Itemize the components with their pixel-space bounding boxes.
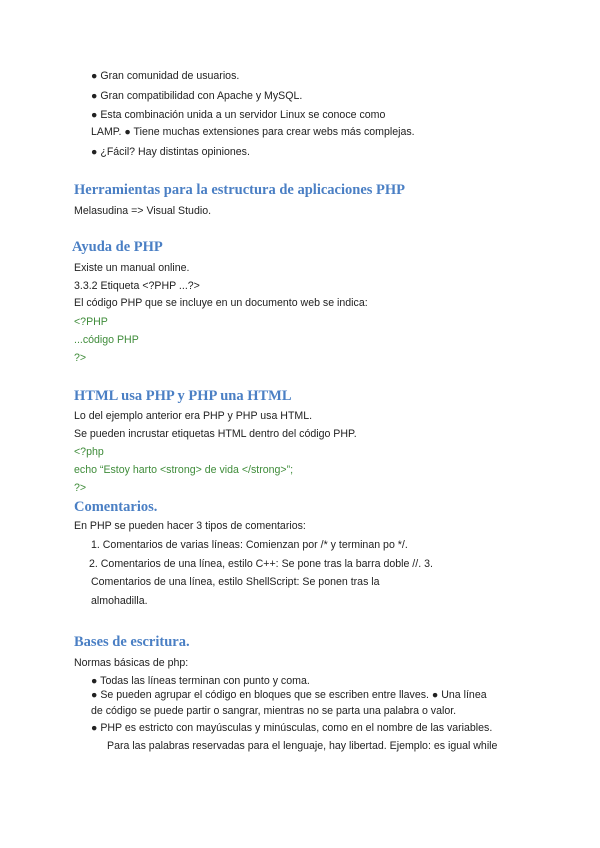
bullet-line: ● PHP es estricto con mayúsculas y minúsculas, como en el nombre de las variables. xyxy=(91,722,493,734)
paragraph-line: Melasudina => Visual Studio. xyxy=(74,205,212,217)
bullet-line: ● ¿Fácil? Hay distintas opiniones. xyxy=(91,146,250,158)
paragraph-line: Se pueden incrustar etiquetas HTML dentro del código PHP. xyxy=(74,428,357,440)
code-line: ?> xyxy=(74,352,87,364)
bullet-line: de código se puede partir o sangrar, mientras no se parta una palabra o valor. xyxy=(91,705,457,717)
list-item: Comentarios de una línea, estilo ShellScript: Se ponen tras la xyxy=(91,576,380,588)
paragraph-line: Lo del ejemplo anterior era PHP y PHP usa HTML. xyxy=(74,410,313,422)
code-line: ?> xyxy=(74,482,87,494)
paragraph-line: Existe un manual online. xyxy=(74,262,190,274)
paragraph-line: En PHP se pueden hacer 3 tipos de comentarios: xyxy=(74,520,306,532)
paragraph-line: 3.3.2 Etiqueta <?PHP ...?> xyxy=(74,280,200,292)
section-heading-help: Ayuda de PHP xyxy=(72,239,163,255)
list-item: 2. Comentarios de una línea, estilo C++: Se pone tras la barra doble //. 3. xyxy=(89,558,433,570)
bullet-line: ● Todas las líneas terminan con punto y coma. xyxy=(91,675,310,687)
bullet-line: ● Se pueden agrupar el código en bloques que se escriben entre llaves. ● Una línea xyxy=(91,689,487,701)
section-heading-tools: Herramientas para la estructura de aplicaciones PHP xyxy=(74,182,406,198)
code-line: ...código PHP xyxy=(74,334,139,346)
section-heading-comments: Comentarios. xyxy=(74,499,158,515)
code-line: <?php xyxy=(74,446,104,458)
bullet-line: ● Esta combinación unida a un servidor Linux se conoce como xyxy=(91,109,386,121)
bullet-line: ● Gran comunidad de usuarios. xyxy=(91,70,240,82)
bullet-line: ● Gran compatibilidad con Apache y MySQL. xyxy=(91,90,303,102)
paragraph-line: Normas básicas de php: xyxy=(74,657,189,669)
list-item: almohadilla. xyxy=(91,595,148,607)
section-heading-html: HTML usa PHP y PHP una HTML xyxy=(74,388,292,404)
list-item: 1. Comentarios de varias líneas: Comienzan por /* y terminan po */. xyxy=(91,539,408,551)
bullet-line: LAMP. ● Tiene muchas extensiones para crear webs más complejas. xyxy=(91,126,415,138)
bullet-line: Para las palabras reservadas para el lenguaje, hay libertad. Ejemplo: es igual while xyxy=(107,740,498,752)
paragraph-line: El código PHP que se incluye en un documento web se indica: xyxy=(74,297,368,309)
section-heading-writing: Bases de escritura. xyxy=(74,634,190,650)
code-line: <?PHP xyxy=(74,316,108,328)
code-line: echo “Estoy harto <strong> de vida </strong>”; xyxy=(74,464,294,476)
